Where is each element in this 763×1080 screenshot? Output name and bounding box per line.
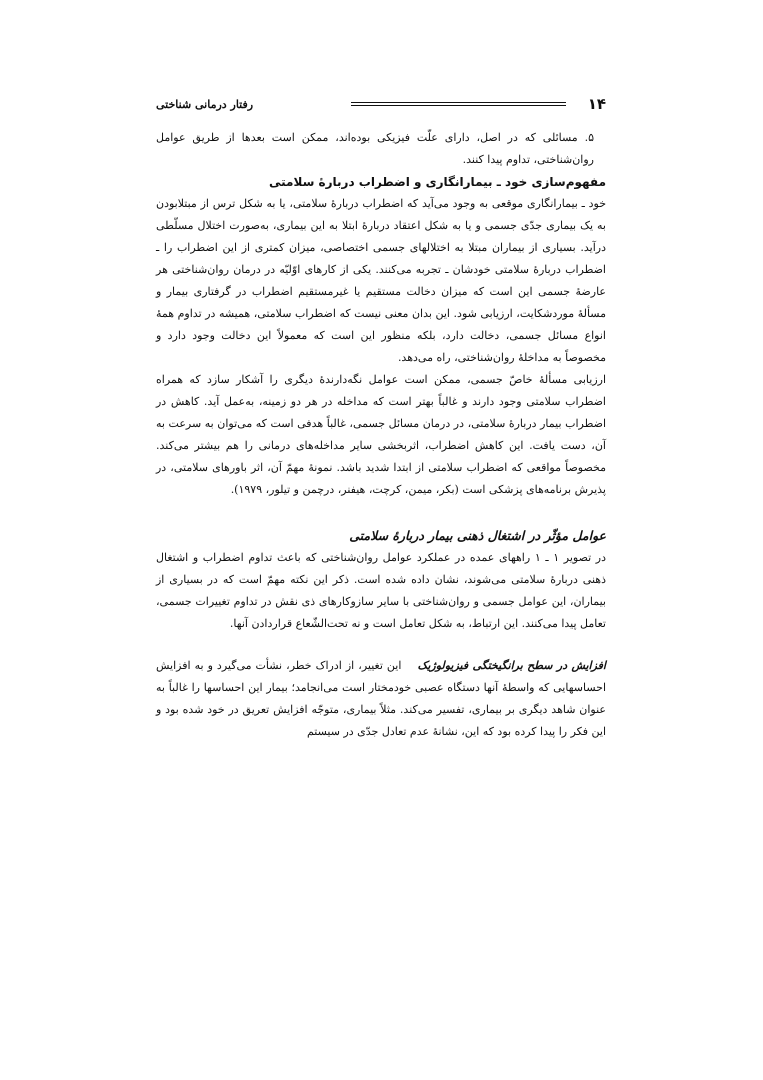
running-title: رفتار درمانی شناختی bbox=[156, 97, 254, 111]
run-in-heading: افزایش در سطح برانگیختگی فیزیولوژیک bbox=[417, 659, 606, 672]
paragraph: خود ـ بیمارانگاری موقعی به وجود می‌آید که اضطراب دربارهٔ سلامتی، یا به شکل ترس از مبتلابودن به یک بیماری جدّی جسمی و یا به شکل اعتقاد دربارهٔ ابتلا به این بیماری، به‌صورت اختلال مسلّطی درآید. بسیاری از بیماران مبتلا به اختلالهای جسمی اختصاصی، میزان کمتری از این اضطراب را ـ اضطراب دربارهٔ سلامتی خودشان ـ تجربه می‌کنند. یکی از کارهای اوّلیّه در درمان روان‌شناختی هر عارضهٔ جسمی این است که میزان دخالت مستقیم یا غیرمستقیم اضطراب در گرفتاری بیمار و مسألهٔ موردشکایت، ارزیابی شود. این بدان معنی نیست که اضطراب سلامتی، همیشه در تداوم همهٔ انواع مسائل جسمی، دخالت دارد، بلکه منظور این است که معمولاً این دخالت وجود دارد و مخصوصاً به مداخلهٔ روان‌شناختی، راه می‌دهد. bbox=[156, 197, 606, 364]
paragraph-text: این تغییر، از ادراک خطر، نشأت می‌گیرد و به افزایش احساسهایی که واسطهٔ آنها دستگاه عصبی خودمختار است می‌انجامد؛ بیمار این احساسها را غالباً به عنوان شاهد دیگری بر بیماری، تفسیر می‌کند. مثلاً بیماری، متوجّه افزایش تعریق در خود شده بود و این فکر را پیدا کرده بود که این، نشانهٔ عدم تعادل جدّی در سیستم bbox=[156, 659, 606, 738]
header-rule bbox=[351, 102, 566, 106]
paragraph: در تصویر ۱ ـ ۱ راههای عمده در عملکرد عوامل روان‌شناختی که باعث تداوم اضطراب و اشتغال ذهنی دربارهٔ سلامتی می‌شوند، نشان داده شده است. ذکر این نکته مهمّ است که در بسیاری از بیماران، این عوامل جسمی و روان‌شناختی با سایر سازوکارهای ذی نقش در تداوم تغییرات جسمی، تعامل پیدا می‌کنند. این ارتباط، به شکل تعامل است و نه تحت‌الشّعاع قراردادن آنها. bbox=[156, 551, 607, 630]
page-content bbox=[156, 127, 606, 743]
paragraph-with-run-in-heading bbox=[156, 655, 606, 743]
section-heading: مفهوم‌سازی خود ـ بیمارانگاری و اضطراب دربارهٔ سلامتی bbox=[268, 175, 606, 189]
paragraph: ارزیابی مسألهٔ خاصّ جسمی، ممکن است عوامل نگه‌دارندهٔ دیگری را آشکار سازد که همراه اضطراب سلامتی وجود دارند و غالباً بهتر است که مداخله در هر دو زمینه، به‌عمل آید. کاهش در اضطراب بیمار دربارهٔ سلامتی، در درمان مسائل جسمی، غالباً هدفی است که می‌توان به سرعت به آن، دست یافت. این کاهش اضطراب، اثربخشی سایر مداخله‌های درمانی را هم بیشتر می‌کند. مخصوصاً مواقعی که اضطراب سلامتی از ابتدا شدید باشد. نمونهٔ مهمّ آن، اثر باورهای سلامتی، در پذیرش برنامه‌های پزشکی است (بکر، میمن، کرچت، هیفنر، درچمن و تیلور، ۱۹۷۹). bbox=[156, 373, 606, 496]
page-number: ۱۴ bbox=[587, 95, 606, 113]
subsection-heading: عوامل مؤثّر در اشتغال ذهنی بیمار دربارهٔ سلامتی bbox=[349, 528, 606, 543]
list-item-5: ۵. مسائلی که در اصل، دارای علّت فیزیکی بوده‌اند، ممکن است بعدها از طریق عوامل روان‌شناختی، تداوم پیدا کنند. bbox=[156, 131, 594, 166]
spacer bbox=[156, 635, 606, 655]
page-header bbox=[156, 94, 606, 114]
spacer bbox=[156, 501, 606, 525]
